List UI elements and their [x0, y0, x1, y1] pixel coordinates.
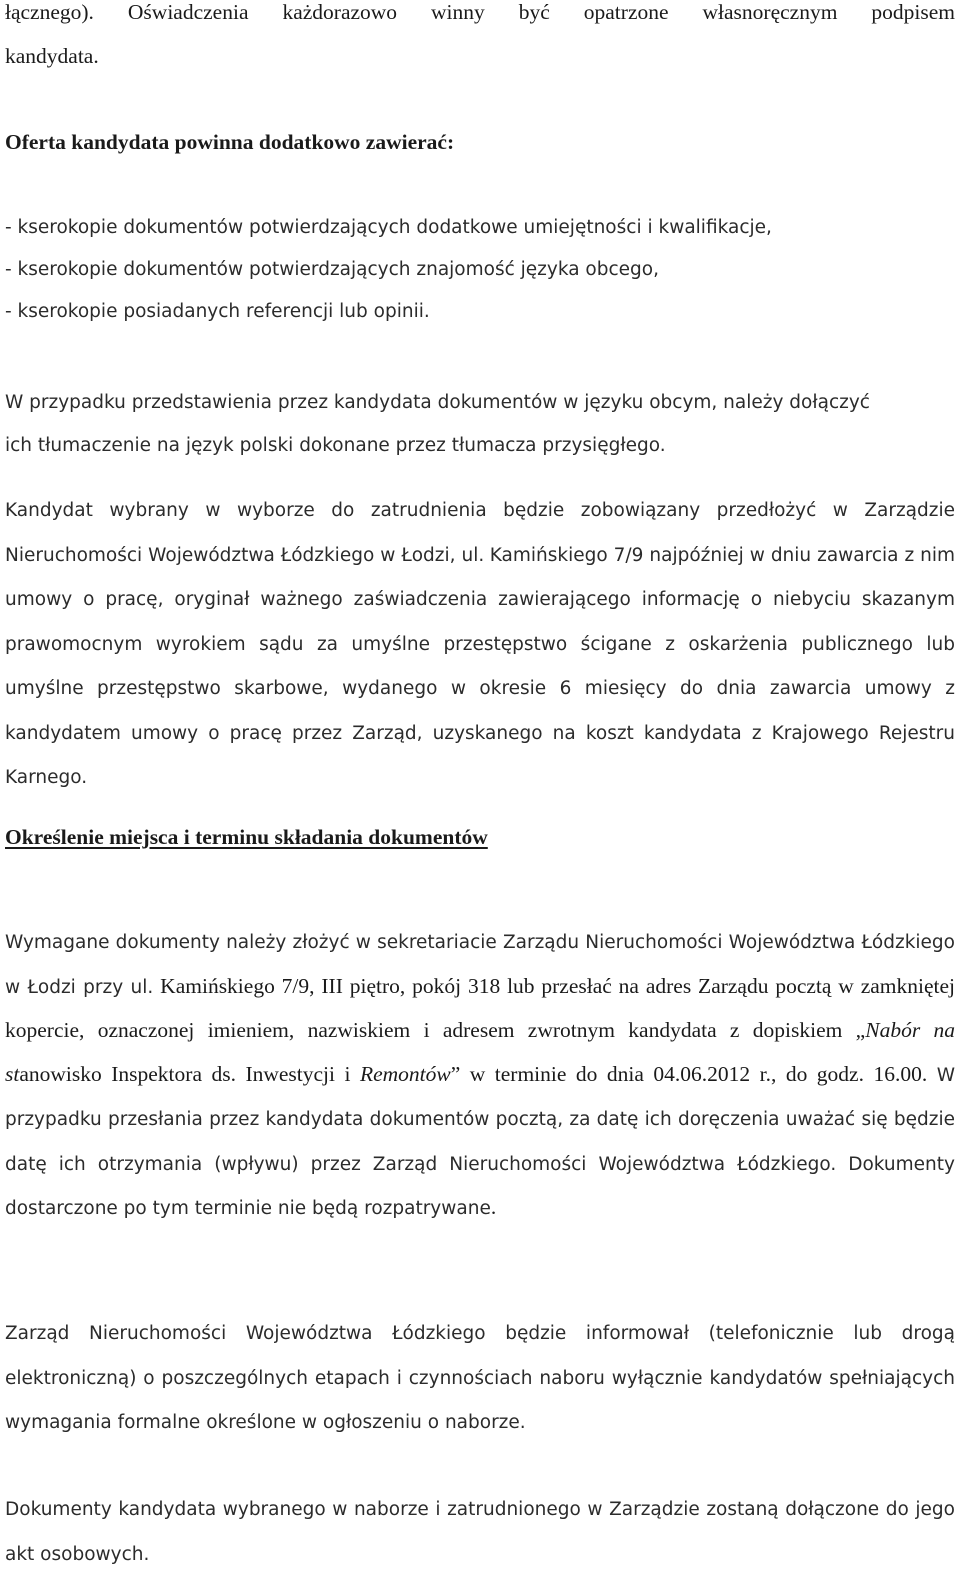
submission-text-4: ” w terminie do dnia 04.06.2012 r., do godz. 16.00.: [450, 1061, 928, 1086]
place-heading: Określenie miejsca i terminu składania dokumentów: [5, 825, 488, 849]
submission-text-6: .: [490, 1195, 497, 1219]
submission-text-2: Kamińskiego 7/9, III piętro, pokój 318 lub przesłać na adres Zarządu pocztą w zamkniętej kopercie, oznaczonej imieniem, nazwiskiem i adresem zwrotnym kandydata z dopiskiem „: [5, 973, 956, 1042]
offer-heading: Oferta kandydata powinna dodatkowo zawierać:: [5, 130, 455, 154]
offer-item: - kserokopie posiadanych referencji lub opinii.: [5, 301, 430, 322]
translation-line-1: W przypadku przedstawienia przez kandydata dokumentów w języku obcym, należy dołączyć: [5, 392, 870, 413]
selected-candidate-text-1: Kandydat wybrany w wyborze do zatrudnienia będzie zobowiązany przedłożyć w Zarządzie Nieruchomości Województwa Łódzkiego w Łodzi, ul.: [5, 500, 955, 566]
translation-paragraph: [5, 381, 955, 467]
inform-text: Zarząd Nieruchomości Województwa Łódzkiego będzie informował (telefonicznie lub drogą elektroniczną) o poszczególnych etapach i czynnościach naboru wyłącznie kandydatów spełniających wymagania formalne określone w ogłoszeniu o naborze.: [5, 1323, 955, 1433]
submission-italic-1: Nabór na st: [5, 1018, 955, 1086]
inform-paragraph: [5, 1311, 955, 1445]
selected-candidate-text-2: Kamińskiego 7/9 najpóźniej w dniu zawarcia z nim umowy o pracę, oryginał ważnego zaświadczenia zawierającego informację o niebyciu skazanym prawomocnym wyrokiem sądu za umyślne przestępstwo ścigane z oskarżenia publicznego lub umyślne przestępstwo skarbowe, wydanego w okresie 6 miesięcy do dnia zawarcia umowy z kandydatem umowy o pracę przez Zarząd, uzyskanego na koszt kandydata z Krajowego Rejestru Karnego.: [5, 544, 956, 788]
selected-candidate-paragraph: [5, 488, 955, 800]
intro-line-1: łącznego). Oświadczenia każdorazowo winny być opatrzone własnoręcznym podpisem: [5, 0, 955, 24]
submission-text-3: anowisko Inspektora ds. Inwestycji i: [19, 1061, 360, 1086]
submission-text-1: Wymagane dokumenty należy złożyć w sekretariacie Zarządu Nieruchomości Województwa Łódzkiego w Łodzi przy ul.: [5, 932, 955, 998]
submission-text-5: W przypadku przesłania przez kandydata dokumentów pocztą, za datę ich doręczenia uważać się będzie datę ich otrzymania (wpływu) przez Zarząd Nieruchomości Województwa Łódzkiego. Dokumenty dostarczone po tym terminie nie będą rozpatrywane: [5, 1064, 955, 1219]
documents-paragraph: [5, 1487, 955, 1576]
offer-item: - kserokopie dokumentów potwierdzających znajomość języka obcego,: [5, 259, 659, 280]
translation-line-2: ich tłumaczenie na język polski dokonane przez tłumacza przysięgłego.: [5, 435, 666, 456]
offer-list: [5, 207, 955, 333]
submission-paragraph: [5, 920, 955, 1231]
intro-line-2: kandydata.: [5, 43, 99, 68]
documents-text: Dokumenty kandydata wybranego w naborze i zatrudnionego w Zarządzie zostaną dołączone do jego akt osobowych.: [5, 1499, 955, 1565]
offer-item: - kserokopie dokumentów potwierdzających dodatkowe umiejętności i kwalifikacje,: [5, 217, 772, 238]
intro-paragraph: [5, 0, 955, 78]
submission-italic-2: Remontów: [359, 1061, 451, 1086]
